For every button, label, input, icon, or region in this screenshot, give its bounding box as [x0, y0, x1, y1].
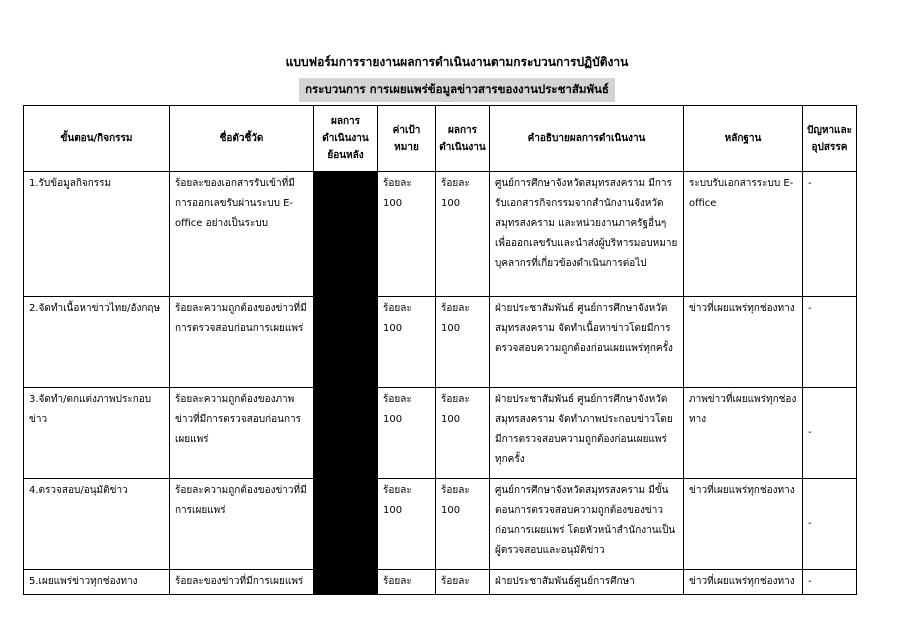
header-past: ผลการดำเนินงานย้อนหลัง [314, 106, 378, 172]
table-row [24, 297, 857, 388]
step-cell: 3.จัดทำ/ตกแต่งภาพประกอบข่าว [24, 388, 170, 479]
problems-cell: - [803, 297, 857, 388]
evidence-cell: ข่าวที่เผยแพร่ทุกช่องทาง [684, 479, 803, 570]
process-subtitle: กระบวนการ การเผยแพร่ข้อมูลข่าวสารของงานประชาสัมพันธ์ [299, 78, 615, 102]
target-cell: ร้อยละ [378, 570, 436, 595]
description-cell: ฝ่ายประชาสัมพันธ์ศูนย์การศึกษา [490, 570, 684, 595]
header-description: คำอธิบายผลการดำเนินงาน [490, 106, 684, 172]
result-cell: ร้อยละ 100 [436, 172, 490, 297]
evidence-cell: ระบบรับเอกสารระบบ E-office [684, 172, 803, 297]
redacted-cell [314, 570, 378, 595]
evidence-cell: ข่าวที่เผยแพร่ทุกช่องทาง [684, 570, 803, 595]
table-row [24, 479, 857, 570]
indicator-cell: ร้อยละความถูกต้องของภาพข่าวที่มีการตรวจสอบก่อนการเผยแพร่ [170, 388, 314, 479]
result-cell: ร้อยละ 100 [436, 297, 490, 388]
header-problems: ปัญหาและอุปสรรค [803, 106, 857, 172]
indicator-cell: ร้อยละของเอกสารรับเข้าที่มีการออกเลขรับผ่านระบบ E-office อย่างเป็นระบบ [170, 172, 314, 297]
redacted-cell [314, 172, 378, 297]
redacted-cell [314, 388, 378, 479]
indicator-cell: ร้อยละของข่าวที่มีการเผยแพร่ [170, 570, 314, 595]
result-cell: ร้อยละ [436, 570, 490, 595]
redacted-cell [314, 479, 378, 570]
target-cell: ร้อยละ 100 [378, 297, 436, 388]
problems-cell: - [803, 172, 857, 297]
result-cell: ร้อยละ 100 [436, 479, 490, 570]
report-table [23, 105, 857, 595]
target-cell: ร้อยละ 100 [378, 172, 436, 297]
description-cell: ฝ่ายประชาสัมพันธ์ ศูนย์การศึกษาจังหวัดสมุทรสงคราม จัดทำเนื้อหาข่าวโดยมีการตรวจสอบความถูกต้องก่อนเผยแพร่ทุกครั้ง [490, 297, 684, 388]
header-indicator: ชื่อตัวชี้วัด [170, 106, 314, 172]
evidence-cell: ข่าวที่เผยแพร่ทุกช่องทาง [684, 297, 803, 388]
description-cell: ศูนย์การศึกษาจังหวัดสมุทรสงคราม มีการรับเอกสารกิจกรรมจากสำนักงานจังหวัดสมุทรสงคราม และหน่วยงานภาครัฐอื่นๆ เพื่อออกเลขรับและนำส่งผู้บริหารมอบหมายบุคลากรที่เกี่ยวข้องดำเนินการต่อไป [490, 172, 684, 297]
redacted-cell [314, 297, 378, 388]
header-row [24, 106, 857, 172]
target-cell: ร้อยละ 100 [378, 479, 436, 570]
description-cell: ฝ่ายประชาสัมพันธ์ ศูนย์การศึกษาจังหวัดสมุทรสงคราม จัดทำภาพประกอบข่าวโดยมีการตรวจสอบความถูกต้องก่อนเผยแพร่ทุกครั้ง [490, 388, 684, 479]
step-cell: 5.เผยแพร่ข่าวทุกช่องทาง [24, 570, 170, 595]
table-row [24, 172, 857, 297]
header-step: ขั้นตอน/กิจกรรม [24, 106, 170, 172]
problems-cell: - [803, 388, 857, 479]
header-result: ผลการดำเนินงาน [436, 106, 490, 172]
header-evidence: หลักฐาน [684, 106, 803, 172]
indicator-cell: ร้อยละความถูกต้องของข่าวที่มีการเผยแพร่ [170, 479, 314, 570]
problems-cell: - [803, 479, 857, 570]
step-cell: 2.จัดทำเนื้อหาข่าวไทย/อังกฤษ [24, 297, 170, 388]
indicator-cell: ร้อยละความถูกต้องของข่าวที่มีการตรวจสอบก่อนการเผยแพร่ [170, 297, 314, 388]
evidence-cell: ภาพข่าวที่เผยแพร่ทุกช่องทาง [684, 388, 803, 479]
problems-cell: - [803, 570, 857, 595]
table-row [24, 388, 857, 479]
step-cell: 1.รับข้อมูลกิจกรรม [24, 172, 170, 297]
step-cell: 4.ตรวจสอบ/อนุมัติข่าว [24, 479, 170, 570]
target-cell: ร้อยละ 100 [378, 388, 436, 479]
table-row [24, 570, 857, 595]
description-cell: ศูนย์การศึกษาจังหวัดสมุทรสงคราม มีขั้นตอนการตรวจสอบความถูกต้องของข่าวก่อนการเผยแพร่ โดยหัวหน้าสำนักงานเป็นผู้ตรวจสอบและอนุมัติข่าว [490, 479, 684, 570]
result-cell: ร้อยละ 100 [436, 388, 490, 479]
form-title: แบบฟอร์มการรายงานผลการดำเนินงานตามกระบวนการปฏิบัติงาน [285, 55, 629, 69]
header-target: ค่าเป้าหมาย [378, 106, 436, 172]
